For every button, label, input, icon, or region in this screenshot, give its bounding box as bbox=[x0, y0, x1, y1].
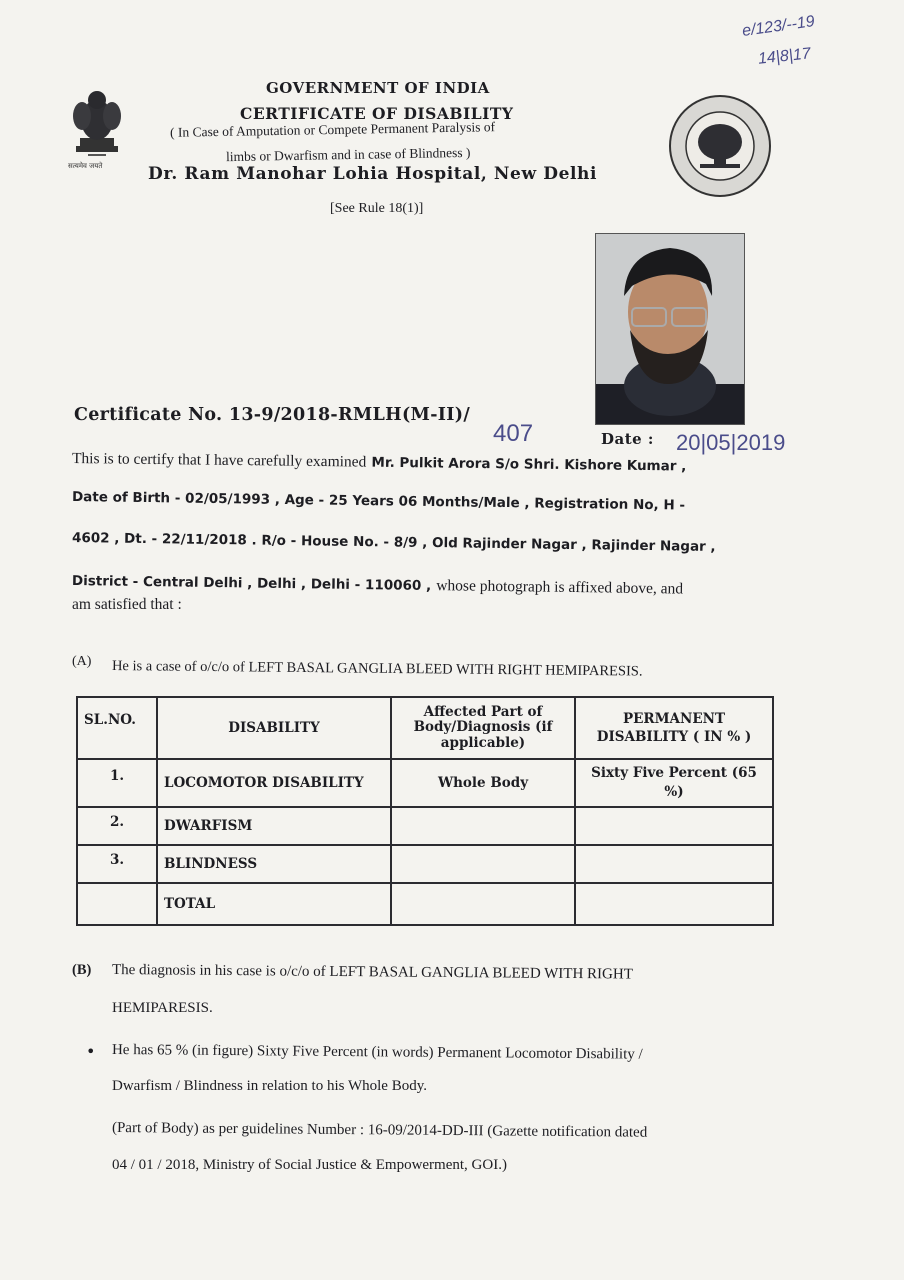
certificate-number: Certificate No. 13-9/2018-RMLH(M-II)/ bbox=[74, 405, 471, 425]
section-b-text-2: HEMIPARESIS. bbox=[112, 1000, 213, 1016]
table-cell-percent: Sixty Five Percent (65 %) bbox=[575, 759, 773, 807]
body-line-4 bbox=[72, 570, 683, 599]
table-cell-disability: LOCOMOTOR DISABILITY bbox=[157, 759, 391, 807]
table-row bbox=[77, 807, 773, 845]
table-cell-percent bbox=[575, 807, 773, 845]
table-cell-slno bbox=[77, 883, 157, 925]
table-cell-percent bbox=[575, 883, 773, 925]
table-row-total bbox=[77, 883, 773, 925]
table-cell-part bbox=[391, 883, 575, 925]
handwritten-date-top: 14|8|17 bbox=[757, 45, 812, 68]
table-cell-disability: TOTAL bbox=[157, 883, 391, 925]
table-header-affected-part: Affected Part of Body/Diagnosis (if applicable) bbox=[391, 697, 575, 759]
hospital-seal-icon bbox=[666, 92, 774, 200]
date-handwritten: 20|05|2019 bbox=[676, 430, 786, 455]
table-row bbox=[77, 759, 773, 807]
body-line-1-text: This is to certify that I have carefully examined bbox=[71, 450, 367, 471]
table-header-row bbox=[77, 697, 773, 759]
header-subtitle-line2: limbs or Dwarfism and in case of Blindness ) bbox=[225, 144, 471, 165]
section-b-bullet-1b: Dwarfism / Blindness in relation to his Whole Body. bbox=[112, 1078, 427, 1094]
applicant-photograph bbox=[595, 233, 745, 425]
hospital-name: Dr. Ram Manohar Lohia Hospital, New Delhi bbox=[148, 164, 598, 184]
section-a-text: He is a case of o/c/o of LEFT BASAL GANGLIA BLEED WITH RIGHT HEMIPARESIS. bbox=[111, 658, 643, 680]
table-cell-slno: 1. bbox=[77, 759, 157, 807]
bullet-icon: • bbox=[86, 1042, 96, 1061]
body-line-2: Date of Birth - 02/05/1993 , Age - 25 Years 06 Months/Male , Registration No, H - bbox=[71, 489, 686, 514]
section-b-bullet-1a: He has 65 % (in figure) Sixty Five Percent (in words) Permanent Locomotor Disability / bbox=[111, 1042, 643, 1063]
patient-address: District - Central Delhi , Delhi , Delhi - 110060 , bbox=[71, 573, 432, 595]
table-cell-part bbox=[391, 845, 575, 883]
header-subtitle-line1: ( In Case of Amputation or Compete Permanent Paralysis of bbox=[169, 119, 496, 140]
table-header-disability: DISABILITY bbox=[157, 697, 391, 759]
table-header-permanent-disability: PERMANENT DISABILITY ( IN % ) bbox=[575, 697, 773, 759]
disability-table bbox=[76, 696, 774, 926]
national-emblem-icon bbox=[62, 78, 132, 178]
table-cell-slno: 3. bbox=[77, 845, 157, 883]
date-label: Date : bbox=[601, 430, 654, 448]
section-b-text-1: The diagnosis in his case is o/c/o of LEFT BASAL GANGLIA BLEED WITH RIGHT bbox=[111, 962, 633, 983]
handwritten-reference: e/123/--19 bbox=[741, 13, 816, 40]
table-cell-disability: DWARFISM bbox=[157, 807, 391, 845]
photograph-statement: whose photograph is affixed above, and bbox=[436, 577, 684, 598]
patient-name: Mr. Pulkit Arora S/o Shri. Kishore Kumar , bbox=[371, 454, 687, 475]
header-government: GOVERNMENT OF INDIA bbox=[266, 79, 490, 97]
header-certificate-title: CERTIFICATE OF DISABILITY bbox=[240, 104, 514, 123]
table-cell-part: Whole Body bbox=[391, 759, 575, 807]
table-header-slno: SL.NO. bbox=[77, 697, 157, 759]
rule-reference: [See Rule 18(1)] bbox=[330, 201, 424, 216]
body-line-3: 4602 , Dt. - 22/11/2018 . R/o - House No. - 8/9 , Old Rajinder Nagar , Rajinder Nagar , bbox=[71, 530, 716, 555]
table-cell-part bbox=[391, 807, 575, 845]
table-cell-slno: 2. bbox=[77, 807, 157, 845]
section-b-bullet-2b: 04 / 01 / 2018, Ministry of Social Justice & Empowerment, GOI.) bbox=[112, 1157, 507, 1173]
body-line-1 bbox=[72, 448, 687, 476]
certificate-number-handwritten: 407 bbox=[493, 420, 534, 447]
section-b-bullet-2a: (Part of Body) as per guidelines Number : 16-09/2014-DD-III (Gazette notification dated bbox=[111, 1120, 648, 1141]
section-a-label: (A) bbox=[72, 654, 92, 669]
emblem-caption: सत्यमेव जयते bbox=[68, 162, 103, 170]
table-cell-disability: BLINDNESS bbox=[157, 845, 391, 883]
table-cell-percent bbox=[575, 845, 773, 883]
table-row bbox=[77, 845, 773, 883]
body-line-5: am satisfied that : bbox=[72, 596, 182, 613]
section-b-label: (B) bbox=[72, 962, 92, 978]
